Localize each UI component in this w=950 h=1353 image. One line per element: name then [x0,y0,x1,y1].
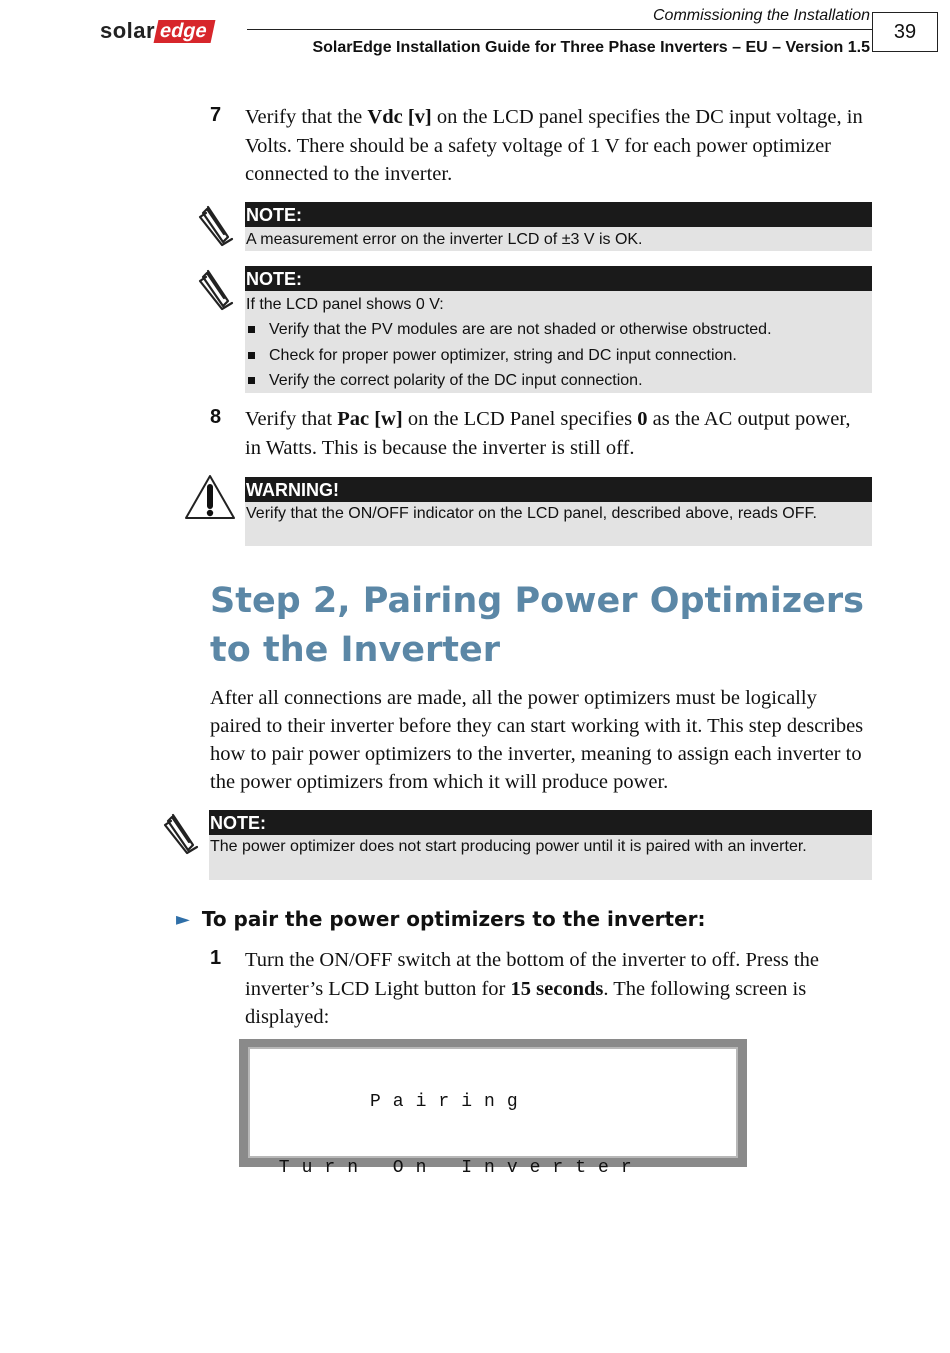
logo-solar-text: solar [100,18,156,43]
lcd-screen [248,1047,738,1178]
procedure-title-text: To pair the power optimizers to the inverter: [201,907,706,931]
lcd-line-3 [250,1221,736,1247]
section-heading: Step 2, Pairing Power Optimizers to the Inverter [210,581,864,670]
note-title: NOTE: [245,202,872,227]
logo-edge-text: edge [154,20,216,43]
procedure-title [176,907,706,931]
duration-label: 15 seconds [510,977,604,1000]
arrow-right-icon: ► [176,908,190,930]
note-text: A measurement error on the inverter LCD of ±3 V is OK. [246,231,643,248]
note-box [245,266,872,393]
note-title: NOTE: [209,810,872,835]
lcd-screen-figure [239,1039,747,1178]
warning-box [245,477,872,546]
intro-paragraph: After all connections are made, all the power optimizers must be logically paired to their inverter before they can start working with it. This step describes how to pair power optimizers to the inverter, meaning to assign each inverter to the power optimizers from which it will produce power. [210,687,864,793]
zero-value: 0 [637,408,648,430]
list-item: Check for proper power optimizer, string and DC input connection. [245,343,872,369]
list-item: Verify that the PV modules are are not shaded or otherwise obstructed. [245,317,872,343]
step-number: 1 [210,947,222,969]
note-box [245,202,872,251]
pac-label: Pac [w] [337,408,403,430]
paperclip-icon [163,809,201,855]
header-section-title: Commissioning the Installation [653,7,870,24]
step-number: 7 [210,104,222,126]
warning-text: Verify that the ON/OFF indicator on the LCD panel, described above, reads OFF. [246,505,817,522]
step-7-text: Verify that the Vdc [v] on the LCD panel specifies the DC input voltage, in Volts. There should be a safety voltage of 1 V for each power optimizer connected to the inverter. [245,106,863,185]
vdc-label: Vdc [v] [367,106,432,128]
step-number: 8 [210,406,222,428]
paperclip-icon [198,265,236,311]
note-text: The power optimizer does not start producing power until it is paired with an inverter. [210,838,807,855]
solaredge-logo [100,18,213,44]
warning-title: WARNING! [245,477,872,502]
note-box [209,810,872,880]
list-item: Verify the correct polarity of the DC input connection. [245,368,872,394]
header-guide-title: SolarEdge Installation Guide for Three Phase Inverters – EU – Version 1.5 [312,39,870,56]
step-1-text: Turn the ON/OFF switch at the bottom of the inverter to off. Press the inverter’s LCD Light button for 15 seconds. The following screen is displayed: [245,949,819,1028]
note-title: NOTE: [245,266,872,291]
lcd-line-1: Pairing [256,1092,530,1112]
step-8-text: Verify that Pac [w] on the LCD Panel specifies 0 as the AC output power, in Watts. This is because the inverter is still off. [245,408,851,459]
header-rule [247,29,873,30]
exclamation-icon [183,473,237,521]
note-bullet-list [245,317,872,394]
lcd-line-2: Turn On Inverter [256,1158,644,1178]
page-number: 39 [872,12,938,52]
lcd-line-4 [250,1287,736,1313]
paperclip-icon [198,201,236,247]
note-intro: If the LCD panel shows 0 V: [246,296,444,313]
